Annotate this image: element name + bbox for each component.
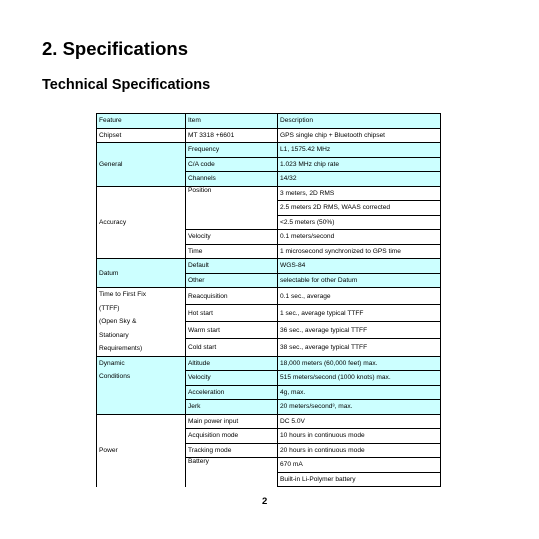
feature-line: Stationary [99,331,129,339]
description-cell: 0.1 sec., average [278,288,441,305]
description-cell: 3 meters, 2D RMS [278,186,441,201]
section-heading: 2. Specifications [42,38,188,59]
item-cell: Acceleration [186,385,278,400]
feature-cell [97,128,186,143]
description-cell: <2.5 meters (50%) [278,215,441,230]
header-description: Description [278,114,441,129]
description-cell: DC 5.0V [278,414,441,429]
feature-line: Requirements) [99,345,143,352]
page-number: 2 [262,496,268,507]
feature-cell [97,186,186,259]
item-cell: Acquisition mode [186,429,278,444]
description-cell: 20 hours in continuous mode [278,443,441,458]
item-cell: Warm start [186,322,278,339]
feature-line: General [99,160,123,168]
specifications-table [96,113,441,487]
feature-line: Conditions [99,373,131,380]
feature-line: Time to First Fix [99,291,147,298]
table-row [97,143,441,158]
description-cell: 4g, max. [278,385,441,400]
description-cell: 1 microsecond synchronized to GPS time [278,244,441,259]
table-row [97,186,441,201]
feature-cell [97,143,186,187]
item-cell: Tracking mode [186,443,278,458]
feature-line: Chipset [99,131,122,139]
feature-cell [97,356,186,414]
description-cell: 38 sec., average typical TTFF [278,339,441,356]
item-cell: Reacquisition [186,288,278,305]
item-cell: Velocity [186,230,278,245]
feature-line: Power [99,447,118,454]
feature-line: (TTFF) [99,304,120,312]
item-cell: MT 3318 +6601 [186,128,278,143]
description-cell: Built-in Li-Polymer battery [278,472,441,487]
item-cell: Altitude [186,356,278,371]
description-cell: 10 hours in continuous mode [278,429,441,444]
description-cell: 18,000 meters (60,000 feet) max. [278,356,441,371]
description-cell: GPS single chip + Bluetooth chipset [278,128,441,143]
subsection-heading: Technical Specifications [42,77,211,93]
description-cell: 14/32 [278,172,441,187]
item-cell: Jerk [186,400,278,415]
feature-cell [97,414,186,487]
description-cell: L1, 1575.42 MHz [278,143,441,158]
feature-line: (Open Sky & [99,318,137,325]
description-cell: selectable for other Datum [278,273,441,288]
table-row [97,414,441,429]
item-cell: Time [186,244,278,259]
header-item: Item [186,114,278,129]
description-cell: 0.1 meters/second [278,230,441,245]
feature-cell [97,288,186,357]
table-body [97,128,441,487]
item-cell: Position [186,186,278,230]
item-cell: Other [186,273,278,288]
description-cell: 1 sec., average typical TTFF [278,305,441,322]
header-feature: Feature [97,114,186,129]
item-cell: Frequency [186,143,278,158]
item-cell: Default [186,259,278,274]
table-header-row [97,114,441,129]
table-row [97,288,441,305]
feature-line: Accuracy [99,218,127,226]
description-cell: WGS-84 [278,259,441,274]
feature-line: Dynamic [99,359,125,367]
description-cell: 515 meters/second (1000 knots) max. [278,371,441,386]
description-cell: 2.5 meters 2D RMS, WAAS corrected [278,201,441,216]
item-cell: Velocity [186,371,278,386]
description-cell: 1.023 MHz chip rate [278,157,441,172]
item-cell: C/A code [186,157,278,172]
description-cell: 36 sec., average typical TTFF [278,322,441,339]
feature-cell [97,259,186,288]
item-cell: Hot start [186,305,278,322]
item-cell: Battery [186,458,278,487]
item-cell: Cold start [186,339,278,356]
item-cell: Channels [186,172,278,187]
table-row [97,259,441,274]
table-row [97,128,441,143]
item-cell: Main power input [186,414,278,429]
table-row [97,356,441,371]
feature-line: Datum [99,269,119,277]
description-cell: 20 meters/second³, max. [278,400,441,415]
description-cell: 670 mA [278,458,441,473]
